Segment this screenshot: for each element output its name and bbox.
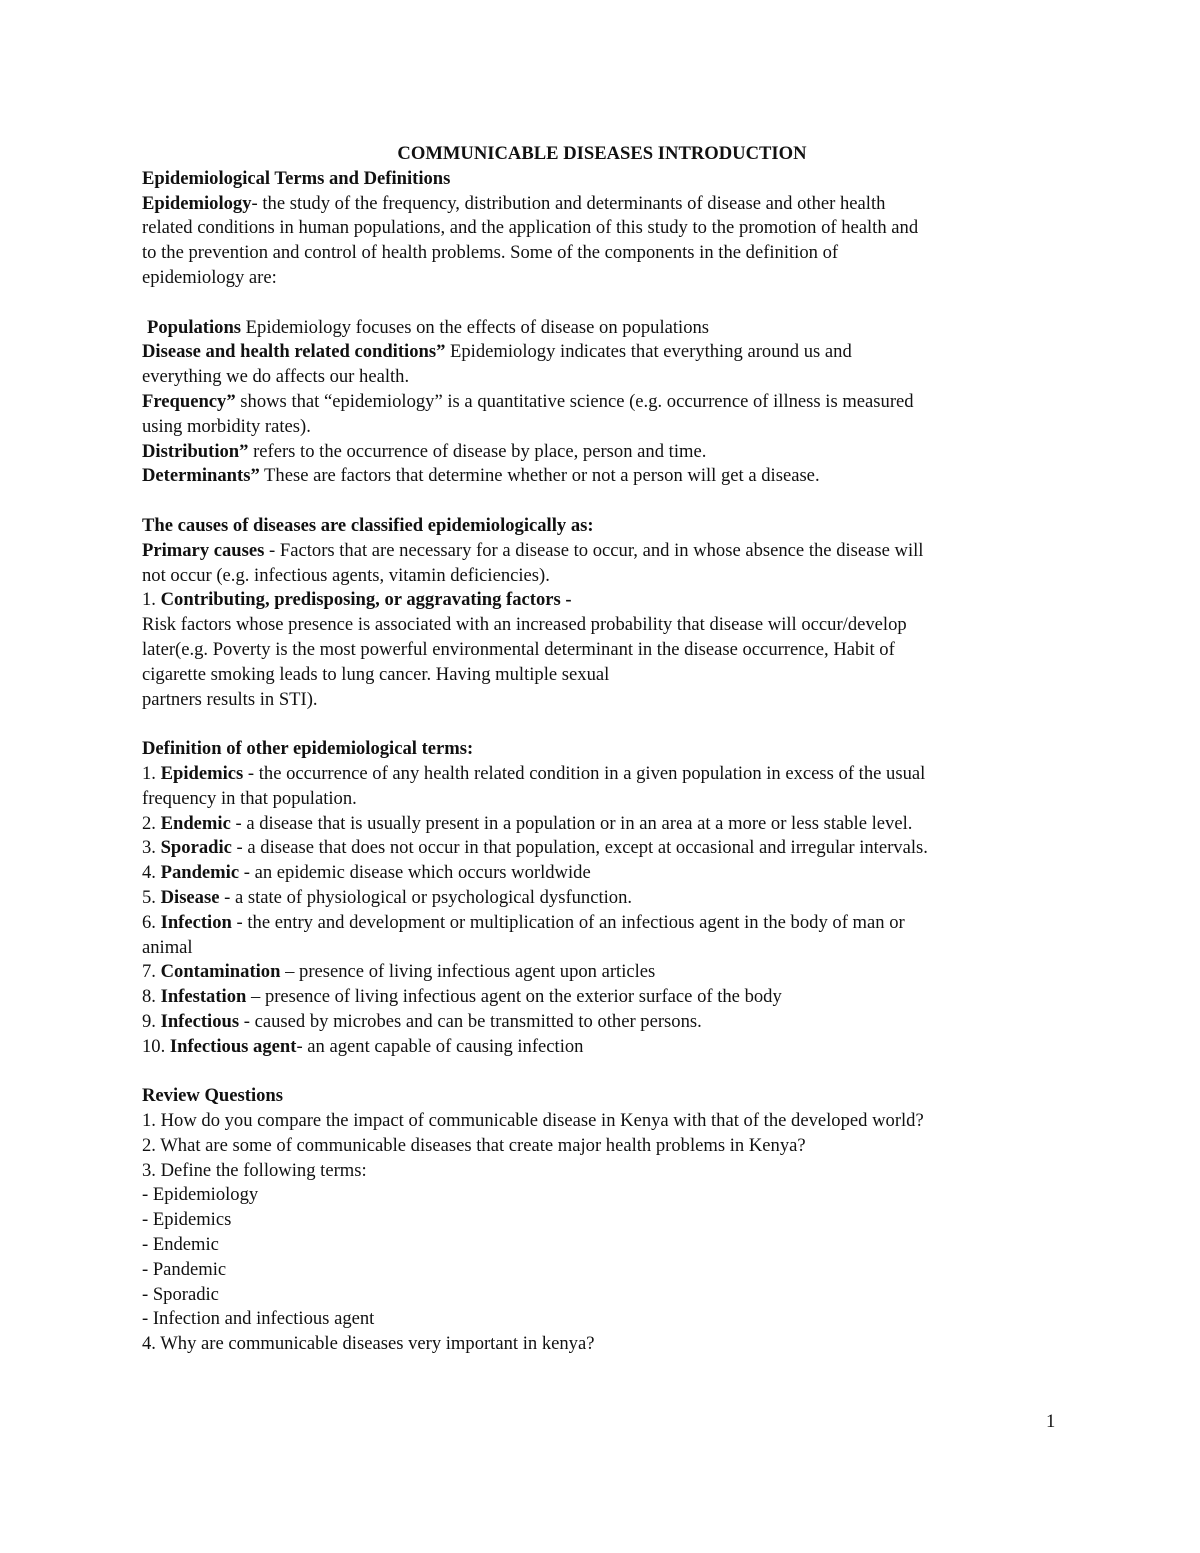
review-line: 3. Define the following terms: [142, 1159, 367, 1181]
list-item [142, 911, 1062, 936]
list-number: 8. [142, 986, 161, 1008]
term-infectious-agent: Infectious agent [169, 1035, 297, 1057]
document-title: COMMUNICABLE DISEASES INTRODUCTION [397, 143, 807, 164]
review-line: 1. How do you compare the impact of communicable disease in Kenya with that of the developed world? [142, 1110, 924, 1132]
list-item [142, 886, 1062, 911]
term-sporadic: Sporadic [160, 837, 232, 859]
definition-text: - the entry and development or multiplication of an infectious agent in the body of man or [231, 911, 905, 933]
paragraph-line: to the prevention and control of health problems. Some of the components in the definition of [142, 242, 839, 264]
component-populations [142, 316, 1062, 341]
paragraph-line: cigarette smoking leads to lung cancer. Having multiple sexual [142, 663, 610, 685]
section-heading-review: Review Questions [142, 1085, 283, 1107]
list-item [142, 985, 1062, 1010]
term-pandemic: Pandemic [160, 862, 240, 884]
page-number: 1 [1046, 1411, 1056, 1432]
section-heading-causes: The causes of diseases are classified epidemiologically as: [142, 514, 594, 536]
definition-text: - an agent capable of causing infection [296, 1035, 584, 1057]
paragraph-line: epidemiology are: [142, 266, 277, 288]
list-item [142, 1035, 1062, 1060]
blank-line [142, 291, 1062, 316]
component-determinants [142, 464, 1062, 489]
list-number: 10. [142, 1035, 170, 1057]
list-item [142, 1010, 1062, 1035]
paragraph-line: everything we do affects our health. [142, 366, 410, 388]
term-endemic: Endemic [160, 812, 231, 834]
paragraph-line: not occur (e.g. infectious agents, vitamin deficiencies). [142, 564, 550, 586]
review-line: - Epidemiology [142, 1184, 259, 1206]
review-line: 2. What are some of communicable diseases that create major health problems in Kenya? [142, 1134, 806, 1156]
term-determinants: Determinants” [142, 465, 260, 487]
contributing-factors-line [142, 588, 1062, 613]
section-heading-terms: Epidemiological Terms and Definitions [142, 167, 451, 189]
list-number: 7. [142, 961, 161, 983]
review-line: 4. Why are communicable diseases very important in kenya? [142, 1333, 595, 1355]
list-number: 4. [142, 862, 161, 884]
component-text: Epidemiology indicates that everything around us and [445, 341, 852, 363]
term-infectious: Infectious [160, 1010, 240, 1032]
term-distribution: Distribution” [142, 440, 249, 462]
definition-text: - an epidemic disease which occurs worldwide [239, 862, 591, 884]
list-item [142, 861, 1062, 886]
paragraph-line: using morbidity rates). [142, 415, 311, 437]
component-text: refers to the occurrence of disease by place, person and time. [248, 440, 707, 462]
review-line: - Infection and infectious agent [142, 1308, 375, 1330]
review-line: - Endemic [142, 1234, 219, 1256]
term-infection: Infection [160, 911, 232, 933]
term-contamination: Contamination [160, 961, 281, 983]
paragraph-line: later(e.g. Poverty is the most powerful environmental determinant in the disease occurrence, Habit of [142, 638, 895, 660]
component-distribution [142, 440, 1062, 465]
definition-text: - the occurrence of any health related condition in a given population in excess of the usual [243, 762, 926, 784]
blank-line [142, 1059, 1062, 1084]
list-number: 3. [142, 837, 161, 859]
component-disease [142, 340, 1062, 365]
definition-text: – presence of living infectious agent on the exterior surface of the body [246, 986, 782, 1008]
list-item [142, 762, 1062, 787]
term-populations: Populations [147, 316, 242, 338]
list-number: 1. [142, 589, 161, 611]
paragraph-line: Risk factors whose presence is associated with an increased probability that disease will occur/develop [142, 614, 907, 636]
list-item [142, 836, 1062, 861]
blank-line [142, 712, 1062, 737]
term-frequency: Frequency” [142, 390, 236, 412]
primary-causes-line [142, 539, 1062, 564]
paragraph-line: frequency in that population. [142, 787, 357, 809]
definition-text: - a disease that does not occur in that population, except at occasional and irregular intervals. [231, 837, 928, 859]
term-disease: Disease [160, 886, 220, 908]
list-number: 6. [142, 911, 161, 933]
definition-text: – presence of living infectious agent upon articles [280, 961, 656, 983]
term-contributing-factors: Contributing, predisposing, or aggravating factors - [160, 589, 572, 611]
review-line: - Pandemic [142, 1258, 227, 1280]
definition-text: - caused by microbes and can be transmitted to other persons. [239, 1010, 702, 1032]
epidemiology-definition-line [142, 192, 1062, 217]
document-page [142, 142, 1062, 1357]
list-number: 2. [142, 812, 161, 834]
paragraph-line: partners results in STI). [142, 688, 318, 710]
list-item [142, 960, 1062, 985]
blank-line [142, 489, 1062, 514]
component-text: These are factors that determine whether or not a person will get a disease. [259, 465, 820, 487]
term-disease-health: Disease and health related conditions” [142, 341, 446, 363]
list-number: 9. [142, 1010, 161, 1032]
section-heading-other-terms: Definition of other epidemiological terms: [142, 738, 474, 760]
definition-text: - the study of the frequency, distribution and determinants of disease and other health [251, 192, 886, 214]
paragraph-line: animal [142, 936, 193, 958]
list-number: 5. [142, 886, 161, 908]
component-frequency [142, 390, 1062, 415]
paragraph-line: related conditions in human populations, and the application of this study to the promotion of health and [142, 217, 919, 239]
list-item [142, 812, 1062, 837]
term-infestation: Infestation [160, 986, 247, 1008]
term-epidemiology: Epidemiology [142, 192, 252, 214]
term-primary-causes: Primary causes [142, 539, 265, 561]
term-epidemics: Epidemics [160, 762, 244, 784]
list-number: 1. [142, 762, 161, 784]
definition-text: - a state of physiological or psychological dysfunction. [219, 886, 633, 908]
review-line: - Sporadic [142, 1283, 219, 1305]
component-text: Epidemiology focuses on the effects of disease on populations [241, 316, 710, 338]
definition-text: - a disease that is usually present in a population or in an area at a more or less stable level. [230, 812, 913, 834]
component-text: shows that “epidemiology” is a quantitative science (e.g. occurrence of illness is measured [235, 390, 914, 412]
review-line: - Epidemics [142, 1209, 232, 1231]
definition-text: - Factors that are necessary for a disease to occur, and in whose absence the disease will [264, 539, 924, 561]
